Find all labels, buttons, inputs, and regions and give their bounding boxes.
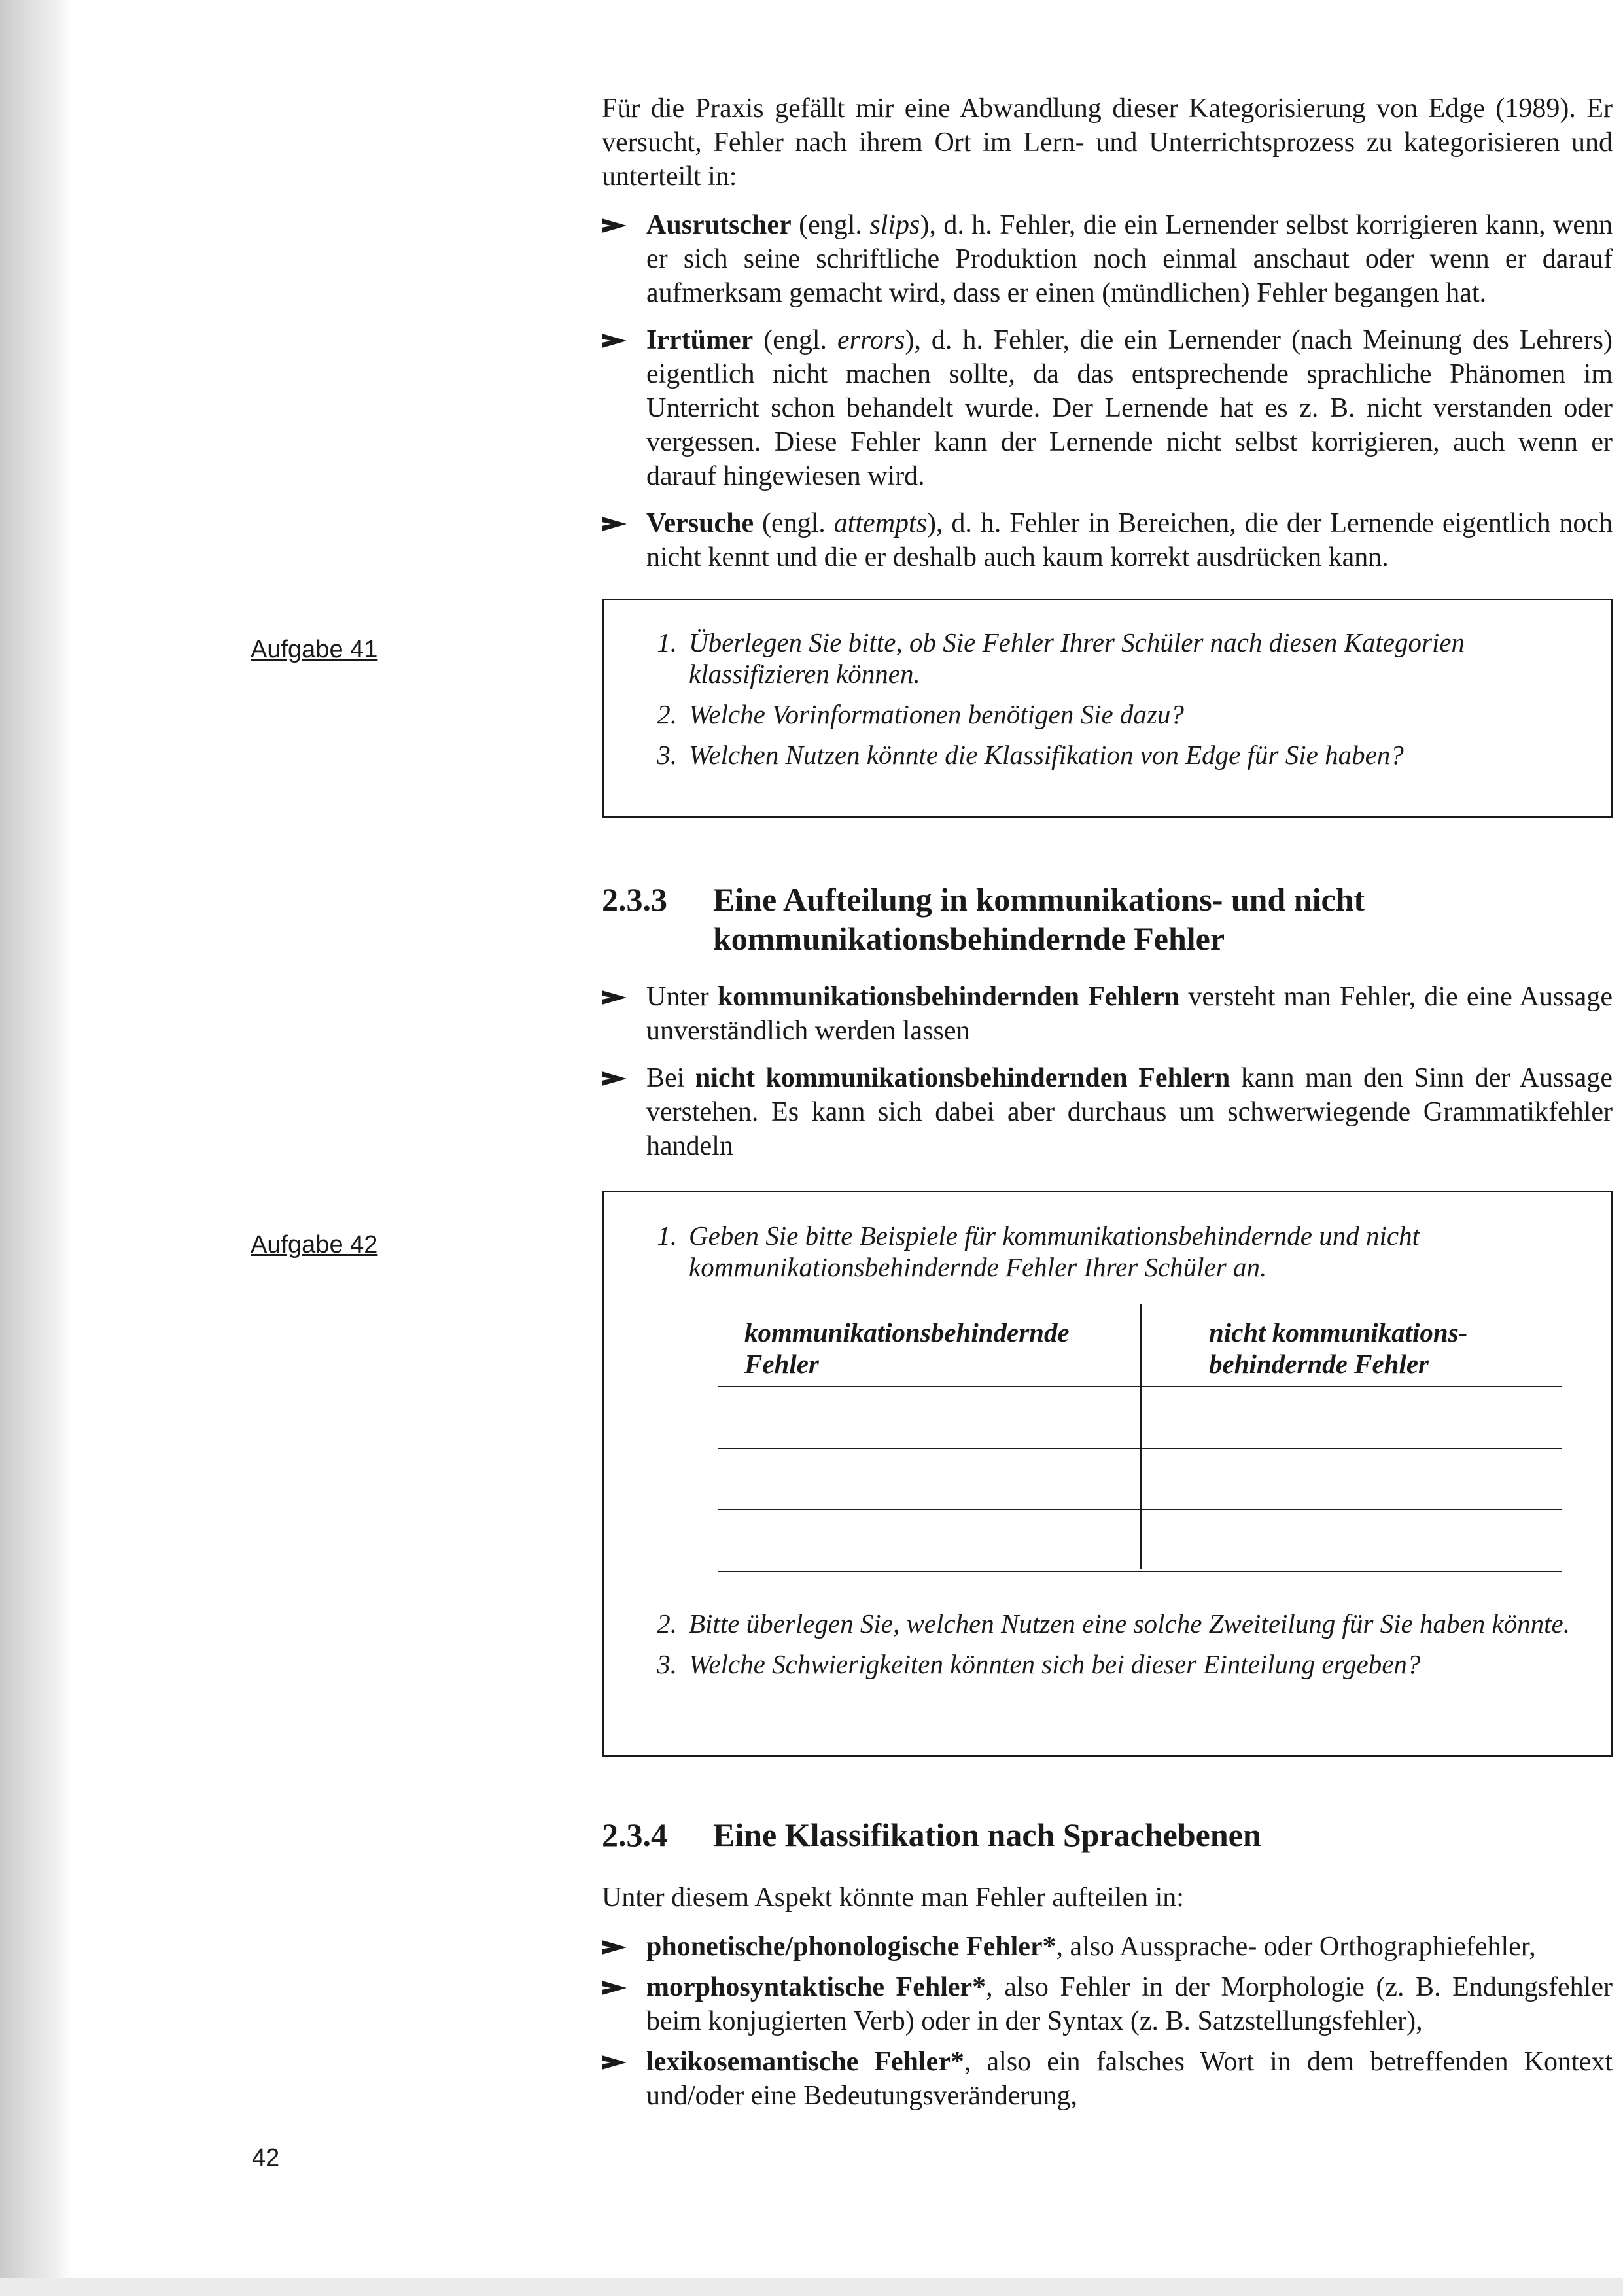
table-column-divider — [1140, 1304, 1142, 1569]
section-heading-2-3-4 — [602, 1815, 1261, 1854]
arrow-bullet-icon — [602, 1071, 627, 1086]
page-number: 42 — [252, 2144, 280, 2172]
english-term: errors — [837, 325, 905, 355]
language-level-errors-list — [602, 1930, 1613, 2113]
section-number: 2.3.3 — [602, 881, 667, 918]
arrow-bullet-icon — [602, 334, 627, 348]
table-row-line — [718, 1386, 1562, 1387]
aufgabe-42-question: 3. Welche Schwierigkeiten könnten sich bei dieser Einteilung ergeben? — [657, 1649, 1421, 1679]
table-row-line — [718, 1448, 1562, 1449]
aufgabe-42-question: 1. Geben Sie bitte Beispiele für kommunikationsbehindernde und nicht kommunikationsbehindernde Fehler Ihrer Schüler an. — [657, 1221, 1420, 1282]
aufgabe-42-box — [602, 1191, 1613, 1757]
arrow-bullet-icon — [602, 517, 627, 531]
table-row-line — [718, 1509, 1562, 1510]
list-item-versuche: Versuche (engl. attempts), d. h. Fehler in Bereichen, die der Lernende eigentlich noch nicht kennt und die er deshalb auch kaum korrekt ausdrücken kann. — [602, 506, 1613, 574]
edge-categories-list — [602, 208, 1613, 574]
section-title: Eine Klassifikation nach Sprachebenen — [713, 1817, 1261, 1853]
list-item: phonetische/phonologische Fehler*, also Aussprache- oder Orthographiefehler, — [602, 1930, 1613, 1964]
section-number: 2.3.4 — [602, 1817, 667, 1853]
list-item: Unter kommunikationsbehindernden Fehlern versteht man Fehler, die eine Aussage unverständlich werden lassen — [602, 980, 1613, 1048]
page-binding-shadow — [0, 0, 72, 2296]
table-header-col2: nicht kommunikations- behindernde Fehler — [1209, 1317, 1468, 1379]
aufgabe-41-box — [602, 599, 1613, 818]
list-item: morphosyntaktische Fehler*, also Fehler in der Morphologie (z. B. Endungsfehler beim konjugierten Verb) oder in der Syntax (z. B. Satzstellungsfehler), — [602, 1970, 1613, 2038]
aufgabe-42-label: Aufgabe 42 — [251, 1231, 378, 1259]
arrow-bullet-icon — [602, 2055, 627, 2070]
scan-bottom-edge — [0, 2278, 1623, 2296]
aufgabe-41-question: 3. Welchen Nutzen könnte die Klassifikation von Edge für Sie haben? — [657, 740, 1404, 770]
section-heading-2-3-3 — [602, 880, 1365, 958]
term-versuche: Versuche — [646, 508, 754, 538]
arrow-bullet-icon — [602, 1940, 627, 1955]
table-row-line — [718, 1571, 1562, 1572]
list-item-irrtuemer: Irrtümer (engl. errors), d. h. Fehler, die ein Lernender (nach Meinung des Lehrers) eigentlich nicht machen sollte, da das entsprechende sprachliche Phänomen im Unterricht schon behandelt wurde. Der Lernende hat es z. B. nicht verstanden oder vergessen. Diese Fehler kann der Lernende nicht selbst korrigieren, auch wenn er darauf hingewiesen wird. — [602, 323, 1613, 493]
arrow-bullet-icon — [602, 990, 627, 1005]
communication-errors-list — [602, 980, 1613, 1163]
english-term: slips — [869, 210, 920, 240]
term-irrtuemer: Irrtümer — [646, 325, 754, 355]
arrow-bullet-icon — [602, 1981, 627, 1995]
arrow-bullet-icon — [602, 218, 627, 233]
aufgabe-42-question: 2. Bitte überlegen Sie, welchen Nutzen eine solche Zweiteilung für Sie haben könnte. — [657, 1609, 1570, 1639]
section-title-line: Eine Aufteilung in kommunikations- und nicht — [713, 881, 1365, 918]
term-ausrutscher: Ausrutscher — [646, 210, 792, 240]
list-item-ausrutscher: Ausrutscher (engl. slips), d. h. Fehler, die ein Lernender selbst korrigieren kann, wenn er sich seine schriftliche Produktion noch einmal anschaut oder wenn er darauf aufmerksam gemacht wird, dass er einen (mündlichen) Fehler begangen hat. — [602, 208, 1613, 310]
section-title-line: kommunikationsbehindernde Fehler — [713, 920, 1225, 957]
table-header-col1: kommunikationsbehindernde Fehler — [744, 1317, 1070, 1379]
aufgabe-41-question: 2. Welche Vorinformationen benötigen Sie dazu? — [657, 699, 1184, 729]
english-term: attempts — [833, 508, 928, 538]
section-2-3-4-intro: Unter diesem Aspekt könnte man Fehler aufteilen in: — [602, 1883, 1184, 1913]
list-item: lexikosemantische Fehler*, also ein falsches Wort in dem betreffenden Kontext und/oder eine Bedeutungsveränderung, — [602, 2045, 1613, 2113]
aufgabe-41-question: 1. Überlegen Sie bitte, ob Sie Fehler Ihrer Schüler nach diesen Kategorien klassifizieren können. — [657, 627, 1465, 689]
aufgabe-41-label: Aufgabe 41 — [251, 636, 378, 663]
intro-paragraph: Für die Praxis gefällt mir eine Abwandlung dieser Kategorisierung von Edge (1989). Er versucht, Fehler nach ihrem Ort im Lern- und Unterrichtsprozess zu kategorisieren und unterteilt in: — [602, 94, 1613, 192]
list-item: Bei nicht kommunikationsbehindernden Fehlern kann man den Sinn der Aussage verstehen. Es kann sich dabei aber durchaus um schwerwiegende Grammatikfehler handeln — [602, 1061, 1613, 1163]
